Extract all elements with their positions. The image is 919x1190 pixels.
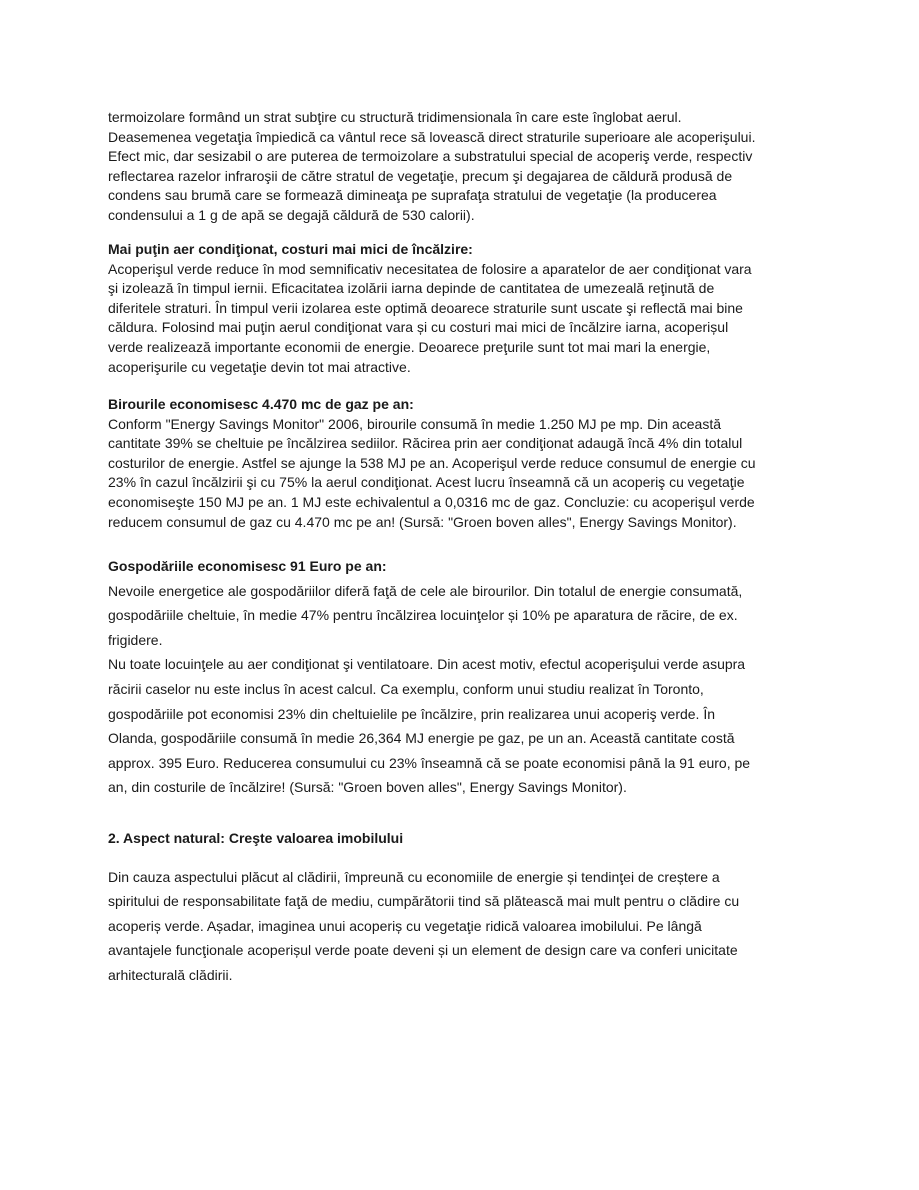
section-households (108, 554, 828, 800)
text-line: acoperiș verde. Așadar, imaginea unui acoperiș cu vegetaţie ridică valoarea imobilului. Pe lângă (108, 917, 702, 934)
text-line: arhitecturală clădirii. (108, 966, 233, 983)
text-line: Din cauza aspectului plăcut al clădirii, împreună cu economiile de energie și tendinţei de creștere a (108, 868, 720, 885)
section-heading: Mai puţin aer condiţionat, costuri mai mici de încălzire: (108, 241, 473, 257)
section-natural-aspect (108, 826, 828, 988)
text-line: Nevoile energetice ale gospodăriilor diferă faţă de cele ale birourilor. Din totalul de energie consumată, (108, 582, 743, 599)
section-body (108, 260, 828, 378)
text-line: gospodăriile cheltuie, în medie 47% pentru încălzirea locuinţelor și 10% pe aparatura de răcire, de ex. (108, 607, 738, 624)
text-line: Nu toate locuinţele au aer condiţionat şi ventilatoare. Din acest motiv, efectul acoperişului verde asupra (108, 656, 746, 673)
section-offices (108, 395, 828, 532)
text-line: gospodăriile pot economisi 23% din cheltuielile pe încălzire, prin realizarea unui acoperiş verde. În (108, 705, 716, 722)
text-line: Olanda, gospodăriile consumă în medie 26,364 MJ energie pe gaz, pe un an. Această cantitate costă (108, 730, 735, 747)
text-line: avantajele funcţionale acoperișul verde poate deveni și un element de design care va conferi unicitate (108, 942, 738, 959)
section-heading: 2. Aspect natural: Creşte valoarea imobilului (108, 830, 404, 846)
section-body (108, 865, 828, 988)
text-line: 23% în cazul încălzirii şi cu 75% la aerul condiţionat. Acest lucru înseamnă că un acoperiş cu vegetaţie (108, 474, 745, 491)
text-line: approx. 395 Euro. Reducerea consumului cu 23% înseamnă că se poate economisi până la 91 euro, pe (108, 754, 751, 771)
text-line: frigidere. (108, 631, 163, 648)
text-line: spiritului de responsabilitate faţă de mediu, cumpărătorii tind să plătească mai mult pentru o clădire cu (108, 893, 740, 910)
text-line: condensului a 1 g de apă se degajă căldură de 530 calorii). (108, 206, 475, 223)
text-line: Efect mic, dar sesizabil o are puterea de termoizolare a substratului special de acoperiş verde, respectiv (108, 148, 753, 165)
text-line: costurilor de energie. Astfel se ajunge la 538 MJ pe an. Acoperişul verde reduce consumul de energie cu (108, 454, 756, 471)
text-line: acoperişurile cu vegetaţie devin tot mai atractive. (108, 358, 411, 375)
text-line: Acoperişul verde reduce în mod semnificativ necesitatea de folosire a aparatelor de aer condiţionat vara (108, 260, 752, 277)
text-line: diferitele straturi. În timpul verii izolarea este optimă deoarece straturile sunt uscate şi reflectă mai bine (108, 299, 743, 316)
text-line: reflectarea razelor infraroşii de către stratul de vegetaţie, precum şi degajarea de căldură produsă de (108, 167, 733, 184)
text-line: an, din costurile de încălzire! (Sursă: "Groen boven alles", Energy Savings Monitor). (108, 779, 627, 796)
text-line: verde realizează importante economii de energie. Deoarece preţurile sunt tot mai mari la energie, (108, 338, 711, 355)
section-heading: Gospodăriile economisesc 91 Euro pe an: (108, 558, 387, 574)
section-air-conditioning (108, 240, 828, 377)
text-line: termoizolare formând un strat subţire cu structură tridimensionala în care este înglobat aerul. (108, 109, 682, 125)
text-line: Conform "Energy Savings Monitor" 2006, birourile consumă în medie 1.250 MJ pe mp. Din această (108, 415, 722, 432)
section-heading: Birourile economisesc 4.470 mc de gaz pe an: (108, 396, 414, 412)
text-line: economiseşte 150 MJ pe an. 1 MJ este echivalentul a 0,0316 mc de gaz. Concluzie: cu acoperişul verde (108, 493, 755, 510)
section-body (108, 415, 828, 533)
text-line: cantitate 39% se cheltuie pe încălzirea sediilor. Răcirea prin aer condiţionat adaugă încă 4% din totalul (108, 435, 743, 452)
text-line: condens sau brumă care se formează dimineaţa pe suprafaţa stratului de vegetaţie (la producerea (108, 187, 717, 204)
text-line: căldura. Folosind mai puţin aerul condiţionat vara și cu costuri mai mici de încălzire iarna, acoperișul (108, 319, 729, 336)
text-line: şi izolează în timpul iernii. Eficacitatea izolării iarna depinde de cantitatea de umezeală reţinută de (108, 280, 715, 297)
section-body (108, 579, 828, 800)
text-line: răcirii caselor nu este inclus în acest calcul. Ca exemplu, conform unui studiu realizat în Toronto, (108, 680, 704, 697)
intro-paragraph (108, 108, 828, 226)
text-line: Deasemenea vegetaţia împiedică ca vântul rece să lovească direct straturile superioare ale acoperişului. (108, 128, 756, 145)
text-line: reducem consumul de gaz cu 4.470 mc pe an! (Sursă: "Groen boven alles", Energy Savings Monitor). (108, 513, 737, 530)
